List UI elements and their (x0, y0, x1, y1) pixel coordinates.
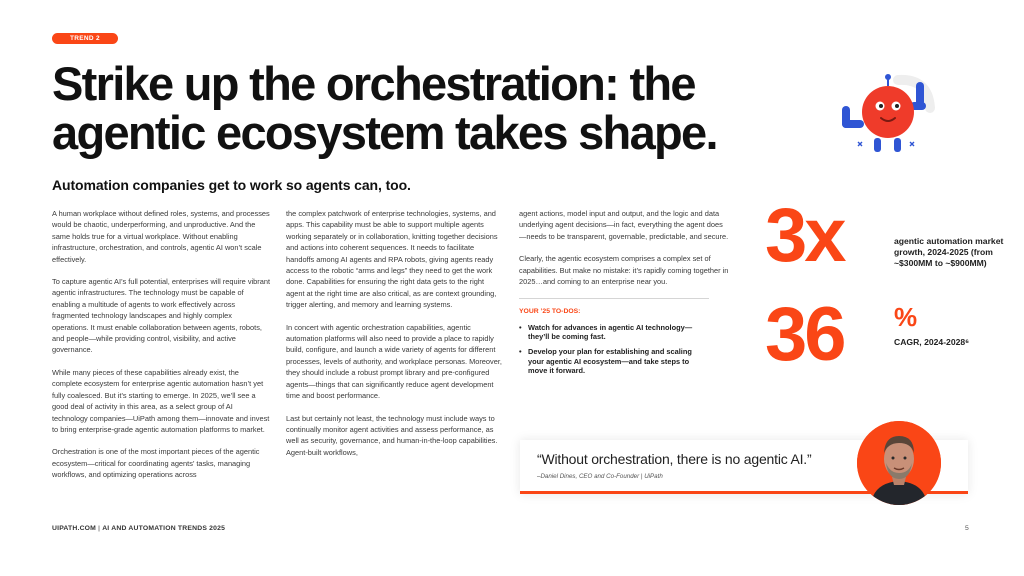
paragraph: Orchestration is one of the most important pieces of the agentic ecosystem—critical for coordinating agents’ tasks, managing workflows, and optimizing operations across (52, 447, 260, 480)
footer-title: AI AND AUTOMATION TRENDS 2025 (102, 525, 226, 532)
robot-mascot-icon (838, 68, 936, 166)
body-column-2 (286, 208, 502, 469)
footer-site: UIPATH.COM (52, 525, 97, 532)
todo-heading: YOUR ’25 TO-DOS: (519, 308, 581, 316)
stat-cagr-note: CAGR, 2024-2028⁶ (894, 337, 970, 347)
todo-item: • Watch for advances in agentic AI technology—they’ll be coming fast. (519, 323, 699, 342)
footer (52, 525, 225, 532)
stat-growth-value: 3x (765, 193, 844, 278)
todo-list (519, 323, 729, 376)
paragraph: In concert with agentic orchestration capabilities, agentic automation platforms will also need to provide a place to rapidly build, configure, and launch a wide variety of agents for different processes, levels of authority, and workplace personas. Moreover, they should include a robust prompt library and pre-configured agents—things that can significantly reduce agent development time and boost performance. (286, 322, 502, 401)
quote-text: “Without orchestration, there is no agentic AI.” (537, 451, 812, 467)
body-column-3 (519, 208, 729, 381)
stat-cagr-unit: % (894, 302, 918, 332)
page-number: 5 (965, 525, 969, 532)
paragraph: A human workplace without defined roles, systems, and processes would be chaotic, underperforming, and unproductive. And the same holds true for a virtual workplace. Without enabling infrastructure, orchestration, and controls, agentic AI won’t scale effectively. (52, 209, 270, 264)
body-column-1 (52, 208, 270, 492)
paragraph: To capture agentic AI’s full potential, enterprises will require vibrant agentic infrastructures. The technology must be capable of enabling a multitude of agents to work effectively across fragmented technology landscapes and highly complex operations. It must enable collaboration between agents, robots, and people—while providing control, visibility, and active governance. (52, 277, 271, 355)
stat-growth-note: agentic automation market growth, 2024-2025 (from ~$300MM to ~$900MM) (894, 236, 1004, 268)
todo-item: • Develop your plan for establishing and scaling your agentic AI ecosystem—and take steps to move it forward. (519, 347, 699, 376)
paragraph: Clearly, the agentic ecosystem comprises a complex set of capabilities. But make no mistake: it’s rapidly coming together in 2025…and coming to an enterprise near you. (519, 254, 729, 287)
paragraph: the complex patchwork of enterprise technologies, systems, and apps. This capability must be able to support multiple agents working separately or in collaboration, knitting together decisions and actions into coherent sequences. It needs to facilitate handoffs among AI agents and RPA robots, giving agents ready access to the robotic “arms and legs” they need to get the work done. Capabilities for ensuring the right data gets to the right agent at the right time are also critical, as are context grounding, trigger alerting, and memory and learning systems. (286, 209, 498, 310)
stat-cagr-value: 36 (765, 292, 844, 377)
avatar (857, 421, 941, 505)
quote-author: –Daniel Dines, CEO and Co-Founder | UiPath (537, 473, 663, 480)
paragraph: While many pieces of these capabilities already exist, the complete ecosystem for enterprise agentic automation hasn’t yet fully coalesced. But it’s starting to emerge. In 2025, we’ll see a good deal of activity in this area, as a select group of AI technology companies—UiPath among them—innovate and invest to bring enterprise-grade agentic automation platforms to market. (52, 367, 270, 434)
trend-badge: TREND 2 (52, 33, 118, 44)
page-title: Strike up the orchestration: the agentic ecosystem takes shape. (52, 57, 717, 159)
paragraph: agent actions, model input and output, and the logic and data underlying agent decisions—in fact, everything the agent does—needs to be transparent, governable, predictable, and secure. (519, 209, 729, 241)
subheading: Automation companies get to work so agents can, too. (52, 177, 411, 193)
paragraph: Last but certainly not least, the technology must include ways to continually monitor agent activities and assess performance, as well as security, governance, and human-in-the-loop capabilities. Agent-built workflows, (286, 413, 498, 457)
footer-separator: | (96, 525, 103, 532)
divider (519, 298, 709, 299)
